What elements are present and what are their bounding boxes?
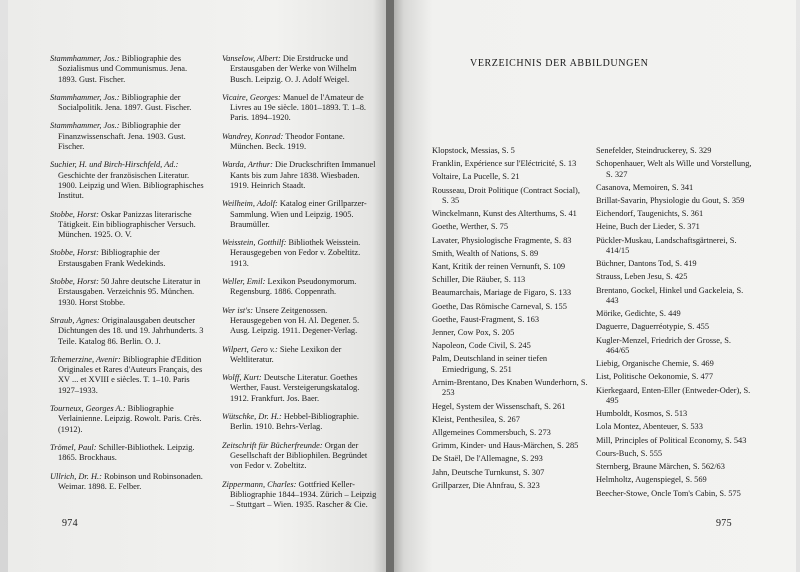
entry-text: Oskar Panizzas literarische Tätigkeit. Ein bibliographischer Versuch. München. 1925. O. V.: [58, 209, 196, 240]
illustration-entry: Grimm, Kinder- und Haus-Märchen, S. 285: [432, 441, 579, 451]
illustration-entry: List, Politische Oekonomie, S. 477: [596, 372, 714, 382]
bibliography-entry: [222, 345, 378, 366]
illustration-entry: Eichendorf, Taugenichts, S. 361: [596, 209, 704, 219]
illustration-entry: Jahn, Deutsche Turnkunst, S. 307: [432, 467, 545, 477]
bibliography-entry: [222, 199, 378, 230]
bibliography-entry: [222, 277, 378, 298]
entry-author: Tchemerzine, Avenir:: [50, 354, 121, 364]
entry-author: Vanselow, Albert:: [222, 54, 281, 63]
illustration-entry: Grillparzer, Die Ahnfrau, S. 323: [432, 480, 540, 490]
bibliography-column-b: [222, 54, 378, 518]
bibliography-entry: [50, 54, 206, 85]
bibliography-entry: [50, 248, 206, 269]
illustration-entry: Kant, Kritik der reinen Vernunft, S. 109: [432, 262, 566, 272]
illustration-entry: Voltaire, La Pucelle, S. 21: [432, 172, 520, 182]
illustration-entry: Goethe, Faust-Fragment, S. 163: [432, 314, 540, 324]
bibliography-entry: [50, 355, 206, 396]
illustration-entry: Beecher-Stowe, Oncle Tom's Cabin, S. 575: [596, 488, 741, 498]
entry-author: Wandrey, Konrad:: [222, 131, 284, 141]
bibliography-entry: [222, 132, 378, 153]
entry-author: Wolff, Kurt:: [222, 373, 262, 383]
illustration-entry: Rousseau, Droit Politique (Contract Social), S. 35: [432, 185, 580, 206]
entry-text: Robinson und Robinsonaden. Weimar. 1898. E. Felber.: [58, 471, 203, 491]
entry-text: Geschichte der französischen Literatur. 1900. Leipzig und Wien. Bibliographisches Institut.: [58, 170, 204, 201]
illustration-entry: Strauss, Leben Jesu, S. 425: [596, 272, 688, 282]
entry-text: Katalog einer Grillparzer-Sammlung. Wien und Leipzig. 1905. Braumüller.: [230, 199, 367, 229]
illustration-entry: Allgemeines Commersbuch, S. 273: [432, 428, 551, 438]
bibliography-entry: [222, 160, 378, 191]
illustration-entry: Senefelder, Steindruckerey, S. 329: [596, 146, 712, 155]
illustration-entry: Beaumarchais, Mariage de Figaro, S. 133: [432, 288, 572, 298]
illustration-entry: Franklin, Expérience sur l'Eléctricité, S. 13: [432, 159, 577, 169]
illustration-entry: Helmholtz, Augenspiegel, S. 569: [596, 475, 707, 485]
entry-author: Weisstein, Gotthilf:: [222, 238, 287, 248]
bibliography-entry: [222, 412, 378, 433]
entry-text: Organ der Gesellschaft der Bibliophilen. Begründet von Fedor v. Zobeltitz.: [230, 440, 368, 471]
illustration-entry: Mill, Principles of Political Economy, S. 543: [596, 435, 747, 445]
entry-text: Bibliographie d'Edition Originales et Rares d'Auteurs Français, des XV ... et XVIII e siècles. T. 1–10. Paris 1927–1933.: [58, 354, 203, 395]
entry-text: Die Druckschriften Immanuel Kants bis zum Jahre 1838. Wiesbaden. 1919. Heinrich Staadt.: [230, 160, 376, 190]
entry-text: Bibliographie der Finanzwissenschaft. Jena. 1903. Gust. Fischer.: [58, 121, 186, 152]
entry-text: Bibliographie der Erstausgaben Frank Wedekinds.: [58, 248, 166, 268]
illustration-entry: Pückler-Muskau, Landschaftsgärtnerei, S. 414/15: [596, 235, 737, 256]
entry-author: Stobbe, Horst:: [50, 209, 99, 219]
entry-author: Wer ist's:: [222, 305, 254, 315]
entry-author: Stammhammer, Jos.:: [50, 121, 120, 131]
illustration-entry: Lola Montez, Abenteuer, S. 533: [596, 422, 703, 432]
illustration-entry: Kierkegaard, Enten-Eller (Entweder-Oder), S. 495: [596, 385, 751, 406]
bibliography-entry: [222, 93, 378, 124]
illustration-entry: De Staël, De l'Allemagne, S. 293: [432, 454, 543, 464]
entry-author: Stobbe, Horst:: [50, 248, 99, 258]
illustration-entry: Schiller, Die Räuber, S. 113: [432, 275, 526, 285]
bibliography-entry: [50, 210, 206, 241]
illustration-entry: Arnim-Brentano, Des Knaben Wunderhorn, S. 253: [432, 378, 588, 398]
bibliography-entry: [222, 54, 378, 85]
illustration-entry: Cours-Buch, S. 555: [596, 448, 663, 458]
illustration-entry: Palm, Deutschland in seiner tiefen Erniedrigung, S. 251: [432, 354, 548, 374]
illustration-entry: Casanova, Memoiren, S. 341: [596, 182, 694, 192]
entry-text: Die Erstdrucke und Erstausgaben der Werke von Wilhelm Busch. Leipzig. O. J. Adolf Weigel.: [230, 54, 357, 84]
illustration-entry: Kleist, Penthesilea, S. 267: [432, 414, 520, 424]
illustration-entry: Winckelmann, Kunst des Alterthums, S. 41: [432, 209, 577, 219]
entry-text: Schiller-Bibliothek. Leipzig. 1865. Brockhaus.: [58, 442, 195, 463]
bibliography-entry: [50, 277, 206, 308]
entry-author: Warda, Arthur:: [222, 160, 273, 170]
entry-author: Stobbe, Horst:: [50, 277, 99, 287]
entry-author: Stammhammer, Jos.:: [50, 54, 120, 63]
illustration-entry: Kugler-Menzel, Friedrich der Grosse, S. 464/65: [596, 335, 731, 356]
entry-author: Zippermann, Charles:: [222, 479, 297, 489]
illustrations-column-2: [596, 146, 752, 502]
bibliography-entry: [50, 443, 206, 464]
entry-text: 50 Jahre deutsche Literatur in Erstausgaben. Verzeichnis 95. München. 1930. Horst Stobbe.: [58, 277, 201, 307]
illustration-entry: Smith, Wealth of Nations, S. 89: [432, 248, 539, 258]
entry-author: Wilpert, Gero v.:: [222, 344, 278, 354]
illustration-entry: Klopstock, Messias, S. 5: [432, 146, 515, 155]
entry-text: Bibliographie der Socialpolitik. Jena. 1897. Gust. Fischer.: [58, 92, 192, 113]
entry-text: Siehe Lexikon der Weltliteratur.: [230, 344, 342, 364]
bibliography-entry: [50, 404, 206, 435]
entry-text: Originalausgaben deutscher Dichtungen des 18. und 19. Jahrhunderts. 3 Teile. Katalog 86. Berlin. O. J.: [58, 315, 204, 346]
illustration-entry: Hegel, System der Wissenschaft, S. 261: [432, 401, 566, 411]
illustration-entry: Liebig, Organische Chemie, S. 469: [596, 359, 714, 369]
entry-text: Gottfried Keller-Bibliographie 1844–1934. Zürich – Leipzig – Stuttgart – Wien. 1935. Rascher & Cie.: [230, 479, 377, 510]
bibliography-entry: [50, 472, 206, 493]
illustration-entry: Goethe, Das Römische Carneval, S. 155: [432, 301, 567, 311]
illustration-entry: Brillat-Savarin, Physiologie du Gout, S. 359: [596, 196, 745, 206]
entry-author: Vicaire, Georges:: [222, 92, 281, 102]
entry-text: Deutsche Literatur. Goethes Werther, Faust. Versteigerungskatalog. 1912. Frankfurt. Jos. Baer.: [230, 373, 360, 403]
illustration-entry: Schopenhauer, Welt als Wille und Vorstellung, S. 327: [596, 159, 752, 179]
illustration-entry: Goethe, Werther, S. 75: [432, 222, 509, 232]
illustration-entry: Mörike, Gedichte, S. 449: [596, 309, 681, 319]
illustration-entry: Brentano, Gockel, Hinkel und Gackeleia, S. 443: [596, 285, 744, 306]
entry-author: Wütschke, Dr. H.:: [222, 412, 282, 422]
entry-author: Stammhammer, Jos.:: [50, 92, 120, 102]
illustration-entry: Lavater, Physiologische Fragmente, S. 83: [432, 235, 572, 245]
bibliography-entry: [50, 121, 206, 152]
entry-text: Lexikon Pseudonymorum. Regensburg. 1886. Coppenrath.: [230, 277, 357, 297]
bibliography-entry: [50, 93, 206, 114]
entry-text: Unsere Zeitgenossen. Herausgegeben von H. Al. Degener. 5. Ausg. Leipzig. 1911. Degener-Verlag.: [230, 305, 360, 336]
page-number-right: 975: [716, 518, 732, 529]
bibliography-entry: [50, 160, 206, 201]
bibliography-entry: [222, 306, 378, 337]
entry-text: Manuel de l'Amateur de Livres au 19e siècle. 1801–1893. T. 1–8. Paris. 1894–1920.: [230, 92, 366, 123]
illustration-entry: Napoleon, Code Civil, S. 245: [432, 341, 531, 351]
entry-author: Straub, Agnes:: [50, 315, 100, 325]
entry-author: Tourneux, Georges A.:: [50, 404, 126, 414]
entry-text: Theodor Fontane. München. Beck. 1919.: [230, 131, 345, 152]
entry-author: Ullrich, Dr. H.:: [50, 471, 102, 481]
entry-text: Hebbel-Bibliographie. Berlin. 1910. Behrs-Verlag.: [230, 412, 359, 432]
entry-text: Bibliographie des Sozialismus und Communismus. Jena. 1893. Gust. Fischer.: [58, 54, 188, 84]
entry-author: Zeitschrift für Bücherfreunde:: [222, 440, 323, 450]
book-gutter: [386, 0, 394, 572]
illustration-entry: Büchner, Dantons Tod, S. 419: [596, 259, 697, 269]
page-number-left: 974: [62, 518, 78, 529]
illustration-entry: Heine, Buch der Lieder, S. 371: [596, 222, 700, 232]
bibliography-entry: [50, 316, 206, 347]
bibliography-column-a: [50, 54, 206, 500]
illustration-entry: Daguerre, Daguerréotypie, S. 455: [596, 322, 710, 332]
bibliography-entry: [222, 238, 378, 269]
illustrations-heading: VERZEICHNIS DER ABBILDUNGEN: [470, 58, 649, 69]
bibliography-entry: [222, 441, 378, 472]
bibliography-entry: [222, 373, 378, 404]
bibliography-entry: [222, 480, 378, 511]
entry-author: Weilheim, Adolf:: [222, 199, 278, 209]
entry-text: Bibliothek Weisstein. Herausgegeben von Fedor v. Zobeltitz. 1913.: [230, 238, 361, 268]
illustration-entry: Jenner, Cow Pox, S. 205: [432, 328, 515, 338]
entry-author: Suchier, H. und Birch-Hirschfeld, Ad.:: [50, 160, 179, 170]
illustration-entry: Humboldt, Kosmos, S. 513: [596, 409, 688, 419]
entry-author: Weller, Emil:: [222, 277, 266, 287]
illustration-entry: Sternberg, Braune Märchen, S. 562/63: [596, 462, 725, 472]
entry-text: Bibliographie Verlainienne. Leipzig. Rowolt. Paris. Crès. (1912).: [58, 404, 202, 434]
illustrations-column-1: [432, 146, 588, 494]
entry-author: Trömel, Paul:: [50, 442, 97, 452]
